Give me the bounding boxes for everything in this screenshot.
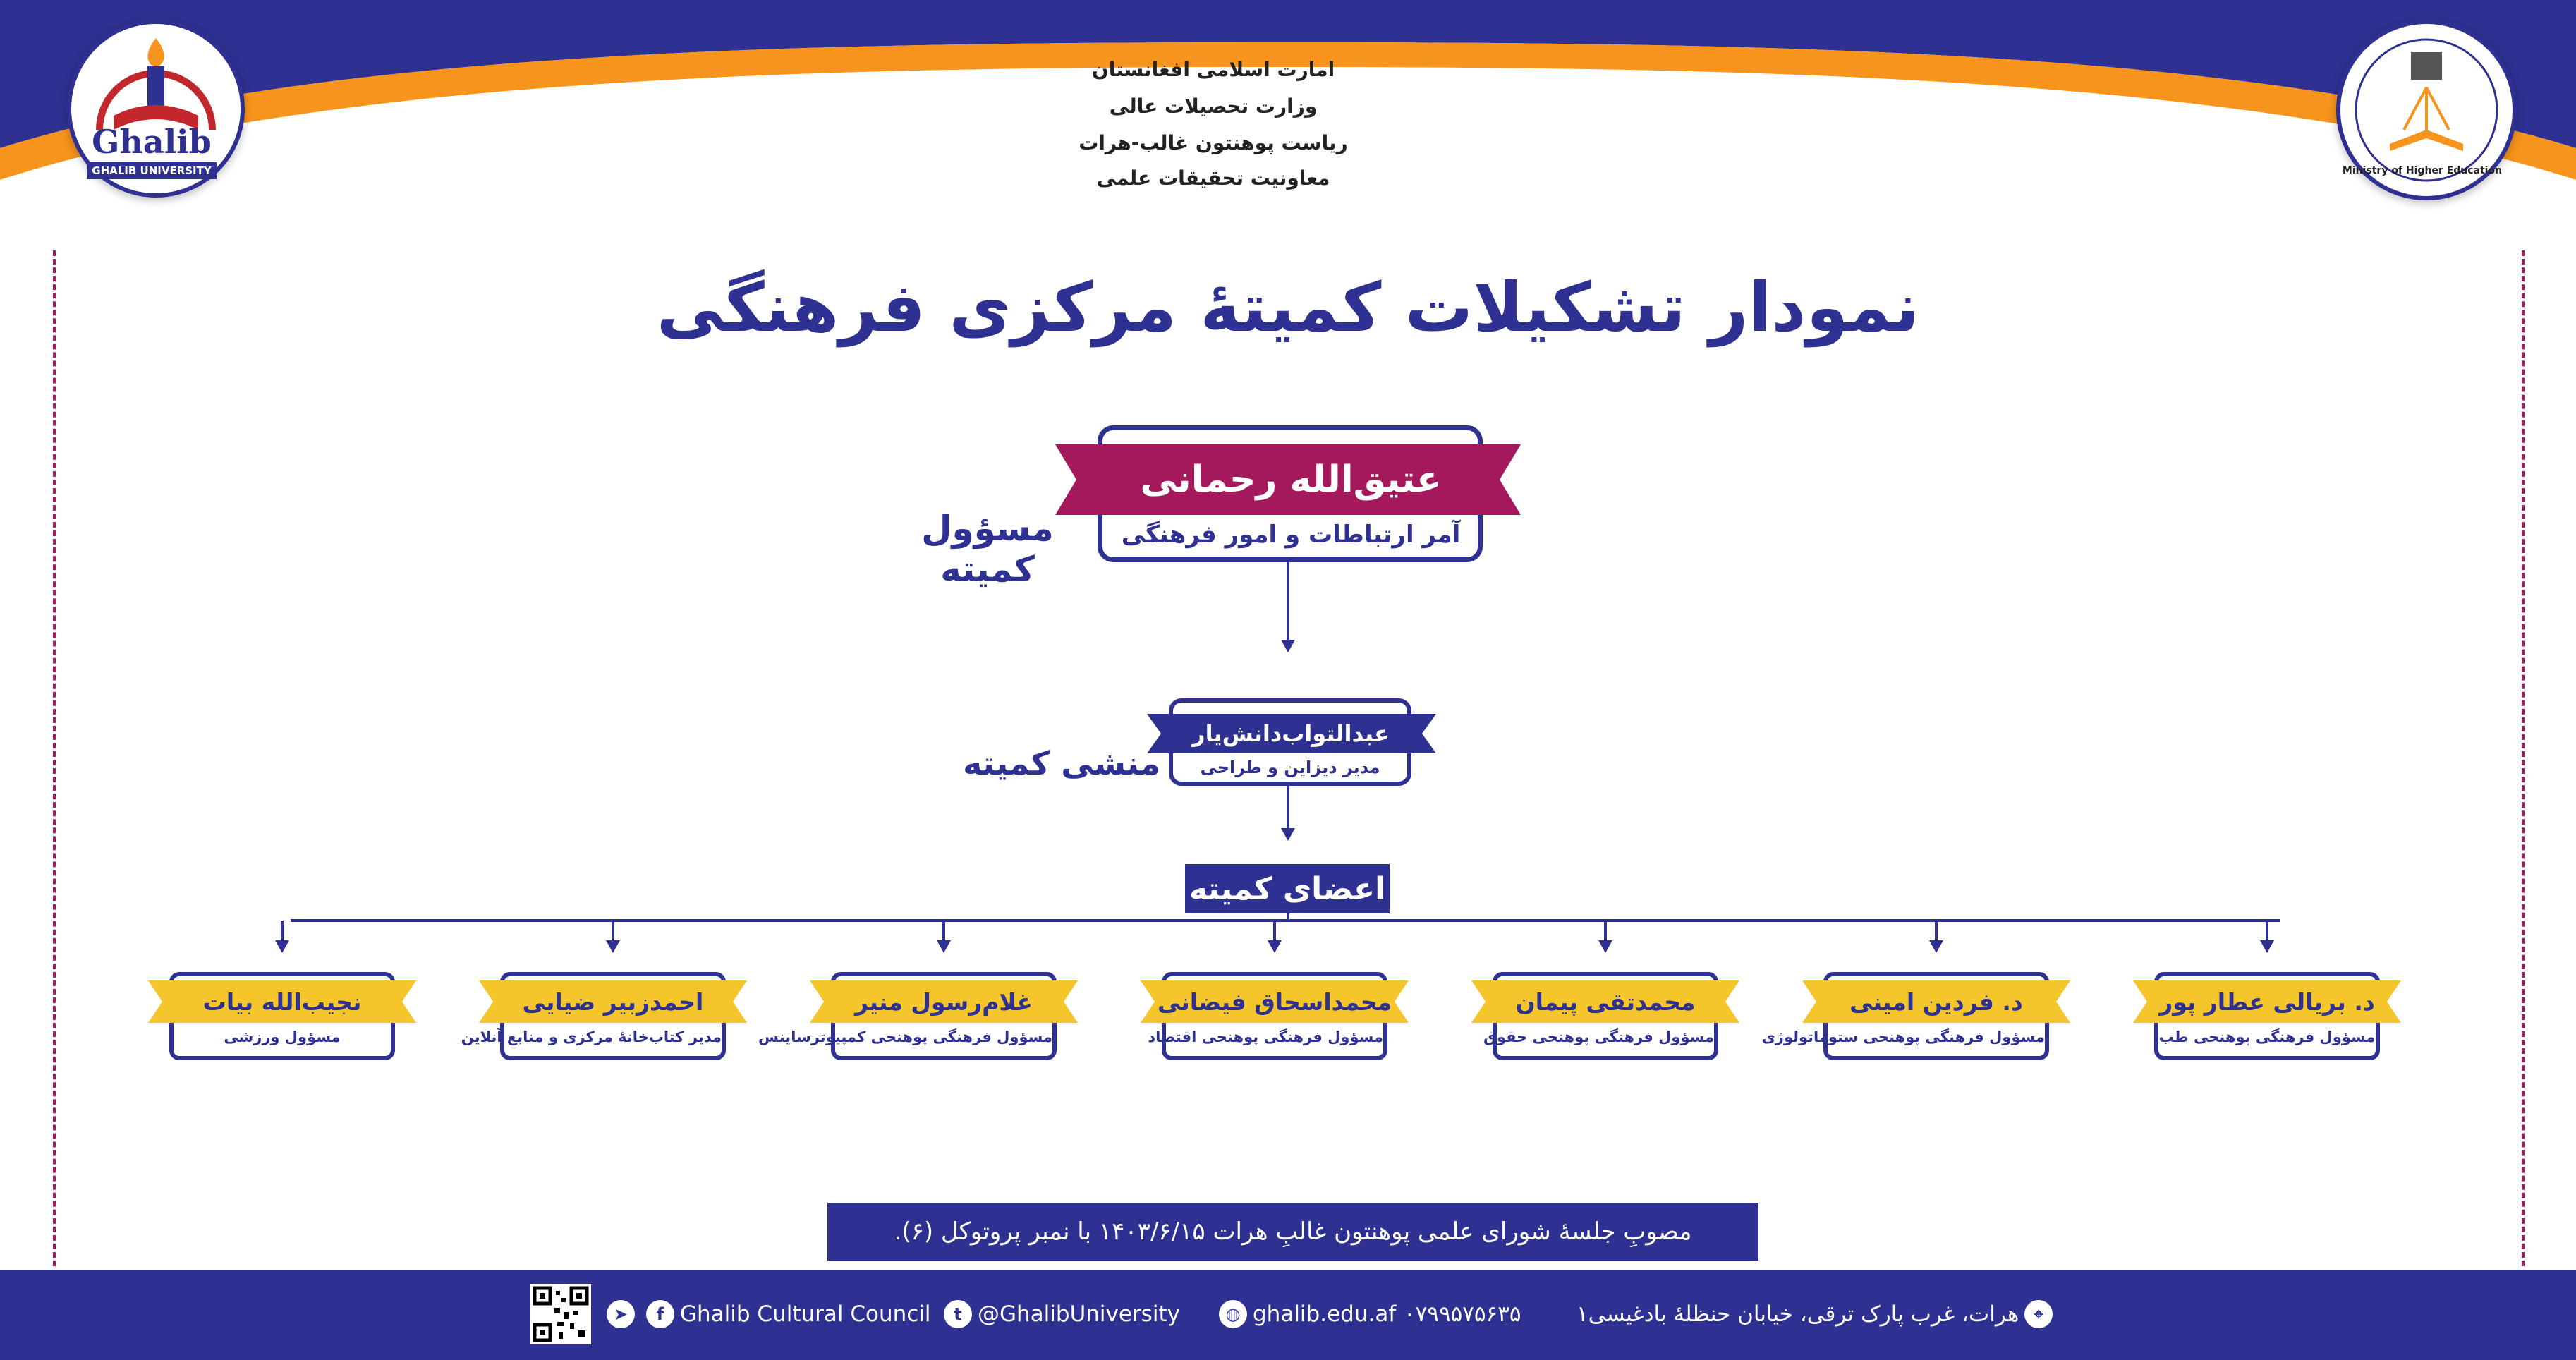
connector-secretary-members <box>1274 786 1302 842</box>
members-title: اعضای کمیته <box>1185 864 1390 913</box>
member-name: محمدتقی پیمان <box>1515 988 1696 1016</box>
secretary-role-label: منشی کمیته <box>963 744 1160 782</box>
member-card <box>461 972 747 1060</box>
member-role: مسؤول فرهنگی پوهنحی ستوماتولوژی <box>1761 1028 2045 1045</box>
member-card <box>2133 972 2401 1060</box>
gov-line-1: امارت اسلامی افغانستان <box>1091 58 1335 81</box>
telegram-icon: ➤ <box>607 1300 635 1328</box>
member-card <box>758 972 1078 1060</box>
left-dashed-border <box>53 250 56 1266</box>
secretary-name: عبدالتواب‌دانش‌یار <box>1192 720 1390 747</box>
member-name: د. بریالی عطار پور <box>2159 988 2375 1016</box>
secretary-position: مدیر دیزاین و طراحی <box>1200 758 1380 777</box>
member-arrowhead <box>937 940 951 953</box>
member-role: مسؤول فرهنگی پوهنحی کمپیوترساینس <box>758 1028 1052 1045</box>
footer-address: هرات، غرب پارک ترقی، خیابان حنظلۀ بادغیسی۱ <box>1576 1301 2019 1327</box>
member-arrowhead <box>1268 940 1282 953</box>
member-card <box>1761 972 2070 1060</box>
ghalib-logo-wordmark: Ghalib <box>92 123 212 161</box>
approval-note: مصوبِ جلسۀ شورای علمی پوهنتون غالبِ هرات ۱۴۰۳/۶/۱۵ با نمبر پروتوکل (۶). <box>827 1203 1758 1261</box>
ghalib-logo-caption: GHALIB UNIVERSITY <box>87 162 217 179</box>
member-card <box>148 972 416 1060</box>
header-background <box>0 0 2576 254</box>
ghalib-university-logo <box>67 20 245 198</box>
member-name: غلام‌رسول منیر <box>855 988 1033 1016</box>
ministry-of-higher-education-logo <box>2336 20 2517 200</box>
footer-phone: ۰۷۹۹۵۷۵۶۳۵ <box>1404 1301 1521 1327</box>
facebook-icon: f <box>646 1300 674 1328</box>
page-title: نمودار تشکیلات کمیتۀ مرکزی فرهنگی <box>656 268 1920 347</box>
footer-website-item[interactable] <box>1213 1297 1396 1332</box>
member-arrows <box>0 921 2576 956</box>
member-card <box>1141 972 1409 1060</box>
head-role-label: مسؤول کمیته <box>921 508 1054 590</box>
head-position: آمر ارتباطات و امور فرهنگی <box>1121 521 1461 549</box>
footer-twitter: @GhalibUniversity <box>978 1301 1180 1327</box>
footer-twitter-item[interactable] <box>938 1297 1180 1332</box>
gov-line-4: معاونیت تحقیقات علمی <box>1096 166 1330 190</box>
member-role: مسؤول فرهنگی پوهنحی اقتصاد <box>1148 1028 1383 1045</box>
member-role: مسؤول ورزشی <box>224 1028 341 1045</box>
member-arrowhead <box>2260 940 2274 953</box>
member-arrowhead <box>1929 940 1943 953</box>
member-arrowhead <box>606 940 620 953</box>
globe-icon: ◍ <box>1219 1300 1247 1328</box>
qr-code-icon <box>533 1287 588 1342</box>
member-name: احمدزبیر ضیایی <box>522 988 704 1016</box>
member-role: مدیر کتاب‌خانۀ مرکزی و منابع آنلاین <box>461 1028 722 1045</box>
footer-facebook: Ghalib Cultural Council <box>680 1301 931 1327</box>
head-name: عتیق‌الله رحمانی <box>1140 459 1442 501</box>
member-role: مسؤول فرهنگی پوهنحی طب <box>2158 1028 2376 1045</box>
gov-line-2: وزارت تحصیلات عالی <box>1109 95 1318 118</box>
ministry-logo-caption: Ministry of Higher Education <box>2342 165 2503 176</box>
footer-website: ghalib.edu.af <box>1253 1301 1397 1327</box>
member-name: محمداسحاق فیضانی <box>1157 988 1392 1016</box>
member-card <box>1471 972 1739 1060</box>
twitter-icon: t <box>944 1300 972 1328</box>
right-dashed-border <box>2522 250 2525 1266</box>
footer-address-item <box>1576 1297 2058 1332</box>
location-pin-icon: ⌖ <box>2024 1300 2053 1328</box>
member-name: نجیب‌الله بیات <box>202 988 362 1016</box>
member-name: د. فردین امینی <box>1849 988 2023 1016</box>
gov-line-3: ریاست پوهنتون غالب-هرات <box>1079 131 1348 154</box>
footer-social[interactable] <box>601 1297 931 1332</box>
member-arrowhead <box>1598 940 1612 953</box>
footer-phone-item[interactable] <box>1404 1297 1521 1332</box>
qr-code <box>530 1284 591 1344</box>
member-arrowhead <box>275 940 289 953</box>
member-role: مسؤول فرهنگی پوهنحی حقوق <box>1483 1028 1714 1045</box>
connector-head-secretary <box>1274 562 1302 654</box>
